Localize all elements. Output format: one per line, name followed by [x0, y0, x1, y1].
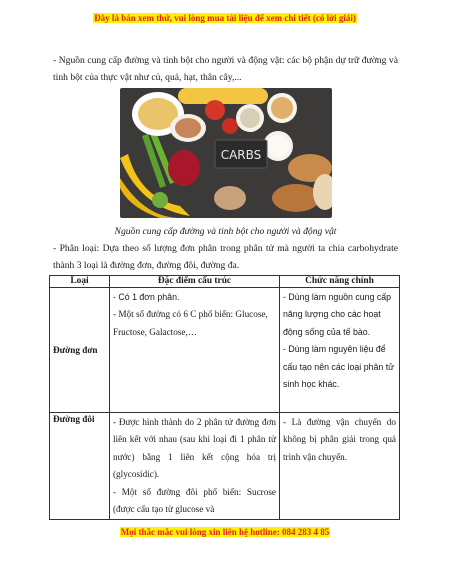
row-structure-cell	[110, 288, 280, 413]
hotline-banner	[0, 527, 450, 537]
preview-notice-banner	[0, 13, 450, 23]
structure-line: - Có 1 đơn phân.	[113, 292, 180, 302]
carbs-food-photo	[120, 88, 332, 218]
structure-line: - Một số đường đôi phổ biến: Sucrose (được cấu tạo từ glucose và	[113, 486, 276, 515]
table-row	[50, 288, 400, 413]
carbs-board-text: CARBS	[220, 148, 262, 162]
header-type: Loại	[50, 276, 110, 288]
intro-paragraph: - Nguồn cung cấp đường và tinh bột cho người và động vật: các bộ phận dự trữ đường và tinh bột của thực vật như củ, quả, hạt, thân cây,...	[53, 55, 398, 83]
carbohydrate-table	[49, 275, 400, 520]
function-line: - Dùng làm nguyên liệu để cấu tạo nên các loại phân tử sinh học khác.	[283, 344, 395, 390]
function-line: - Là đường vận chuyển do không bị phân giải trong quá trình vận chuyển.	[283, 417, 396, 462]
row-type-cell: Đường đơn	[50, 288, 110, 413]
image-caption: Nguồn cung cấp đường và tinh bột cho người và động vật	[114, 226, 337, 237]
classification-paragraph: - Phân loại: Dựa theo số lượng đơn phân trong phân tử mà người ta chia carbohydrate thành 3 loại là đường đơn, đường đôi, đường đa.	[53, 243, 398, 271]
row-function-cell	[280, 288, 400, 413]
hotline-text: Mọi thắc mắc vui lòng xin liên hệ hotline: 084 283 4 85	[120, 527, 330, 537]
carbs-food-photo-icon	[120, 88, 332, 218]
row-structure-cell	[110, 413, 280, 520]
function-line: - Dùng làm nguồn cung cấp năng lượng cho các hoạt động sống của tế bào.	[283, 292, 392, 337]
row-type-cell: Đường đôi	[50, 413, 110, 520]
header-function: Chức năng chính	[280, 276, 400, 288]
row-function-cell	[280, 413, 400, 520]
header-structure: Đặc điểm cấu trúc	[110, 276, 280, 288]
preview-notice-text: Đây là bản xem thử, vui lòng mua tài liệu để xem chi tiết (có lời giải)	[94, 13, 356, 23]
table-header-row	[50, 276, 400, 288]
table-row	[50, 413, 400, 520]
structure-line: - Được hình thành do 2 phân tử đường đơn liên kết với nhau (sau khi loại đi 1 phân tử nước) bằng 1 liên kết cộng hóa trị (glycosidic).	[113, 417, 276, 480]
structure-line: - Một số đường có 6 C phổ biến: Glucose, Fructose, Galactose,…	[113, 309, 268, 337]
